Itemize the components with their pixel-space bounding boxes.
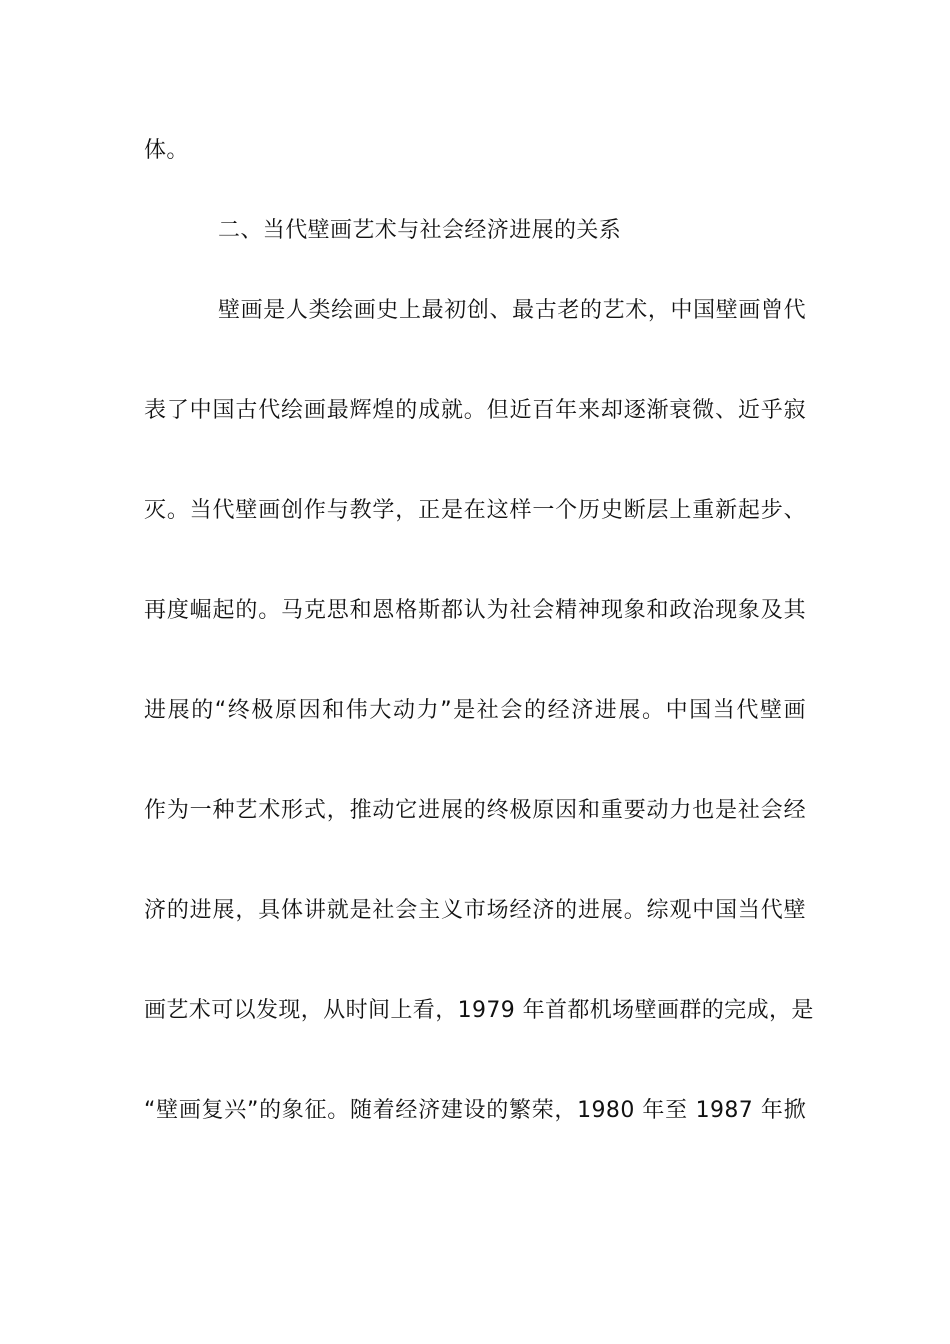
paragraph-line: 济的进展，具体讲就是社会主义市场经济的进展。综观中国当代壁 xyxy=(144,898,806,923)
paragraph-line: 再度崛起的。马克思和恩格斯都认为社会精神现象和政治现象及其 xyxy=(144,598,806,623)
section-heading: 二、当代壁画艺术与社会经济进展的关系 xyxy=(218,218,622,243)
paragraph-line: 进展的“终极原因和伟大动力”是社会的经济进展。中国当代壁画 xyxy=(144,698,806,723)
paragraph-line: 表了中国古代绘画最辉煌的成就。但近百年来却逐渐衰微、近乎寂 xyxy=(144,398,806,423)
paragraph-line: 作为一种艺术形式，推动它进展的终极原因和重要动力也是社会经 xyxy=(144,798,806,823)
paragraph-line: 画艺术可以发现，从时间上看，1979 年首都机场壁画群的完成，是 xyxy=(144,998,814,1023)
text-line-continuation: 体。 xyxy=(144,138,189,163)
paragraph-line: 灭。当代壁画创作与教学，正是在这样一个历史断层上重新起步、 xyxy=(144,498,806,523)
paragraph-line: “壁画复兴”的象征。随着经济建设的繁荣，1980 年至 1987 年掀 xyxy=(144,1098,806,1123)
paragraph-line: 壁画是人类绘画史上最初创、最古老的艺术，中国壁画曾代 xyxy=(218,298,806,323)
